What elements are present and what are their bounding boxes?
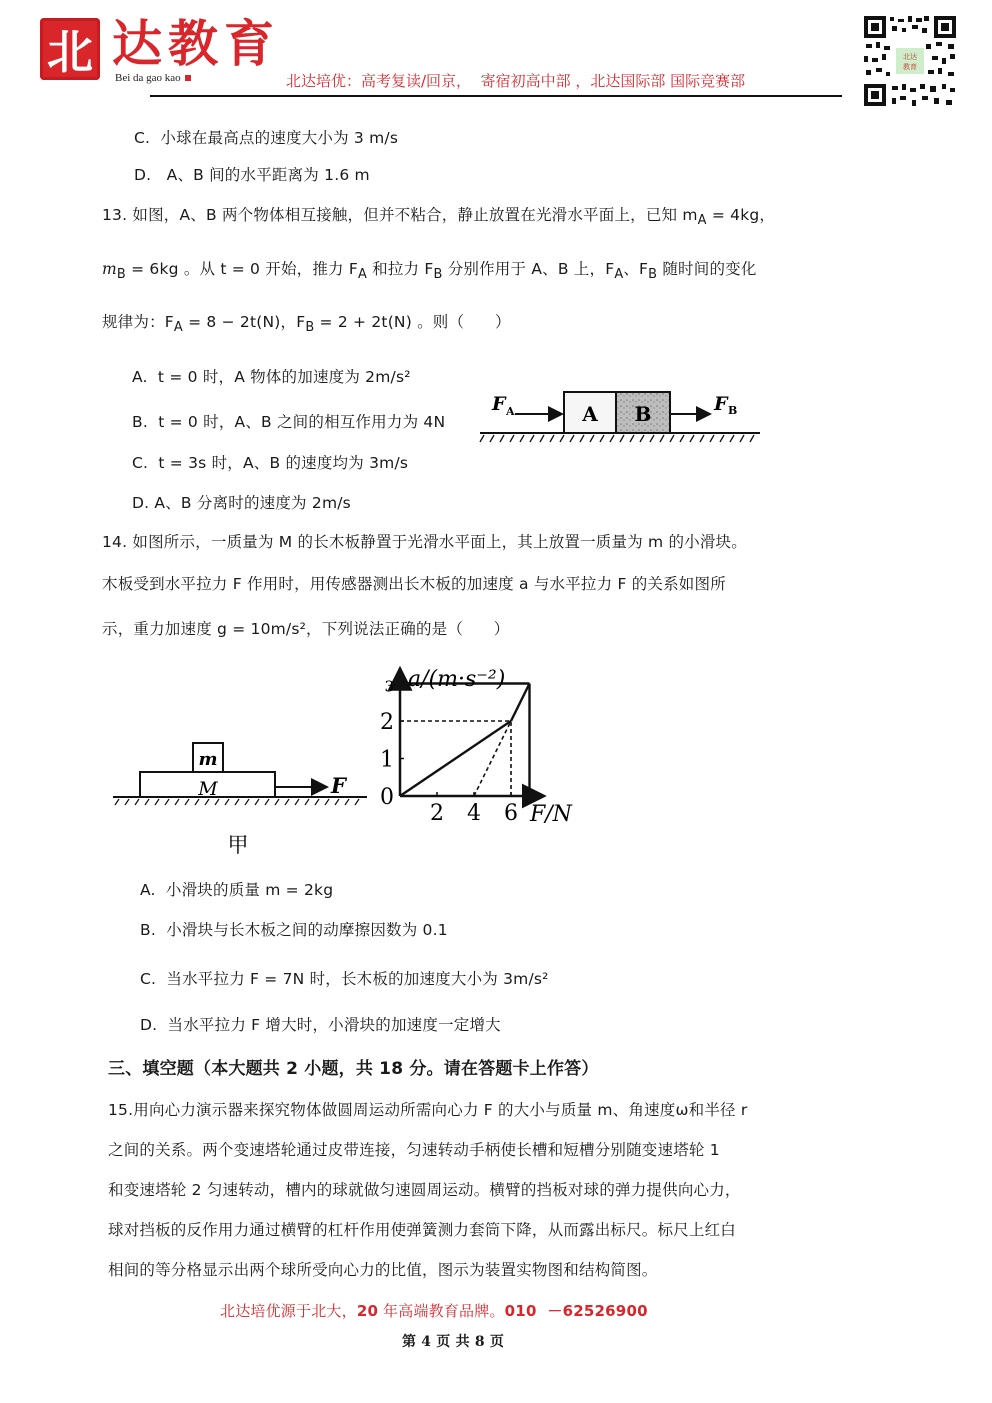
q13-option-c: C. t = 3s 时，A、B 的速度均为 3m/s (132, 454, 409, 472)
force-b-label: F (714, 393, 728, 415)
section-heading: 三、填空题（本大题共 2 小题，共 18 分。请在答题卡上作答） (108, 1059, 599, 1079)
q14-option-a: A. 小滑块的质量 m = 2kg (140, 881, 334, 899)
q15-line: 和变速塔轮 2 匀速转动，槽内的球就做匀速圆周运动。横臂的挡板对球的弹力提供向心力， (108, 1181, 741, 1199)
logo-char: 北 (47, 25, 93, 79)
force-a-sub: A (506, 405, 515, 418)
x-tick-label: 4 (467, 801, 481, 826)
q12-option-c: C. 小球在最高点的速度大小为 3 m/s (134, 129, 399, 147)
block-b-label: B (634, 402, 652, 426)
q14-stem-line3: 示，重力加速度 g = 10m/s²，下列说法正确的是（ ） (102, 620, 510, 638)
brand-pinyin (115, 72, 191, 84)
q14-stem-line1: 14. 如图所示，一质量为 M 的长木板静置于光滑水平面上，其上放置一质量为 m 的小滑块。 (102, 533, 747, 551)
board-label: M (198, 778, 218, 800)
q13-option-d: D. A、B 分离时的速度为 2m/s (132, 494, 351, 512)
brand-name: 达教育 (112, 14, 280, 73)
force-a-label: F (492, 393, 506, 415)
q14-stem-line2: 木板受到水平拉力 F 作用时，用传感器测出长木板的加速度 a 与水平拉力 F 的关系如图所 (102, 575, 726, 593)
q12-option-d: D. A、B 间的水平距离为 1.6 m (134, 166, 370, 184)
q13-blocks-diagram (470, 380, 770, 450)
y-axis-label: a/(m·s⁻²) (408, 667, 506, 692)
solid-segment-1 (400, 721, 511, 796)
y-tick-label: 2 (380, 710, 394, 735)
small-block-label: m (198, 749, 218, 770)
header-divider (150, 95, 842, 97)
qr-code-icon (862, 14, 958, 108)
qr-center-label: 北达 (903, 53, 917, 61)
q13-stem-line3: 规律为：$F_A = 8 - 2t(N)$，$F_B = 2 + 2t(N)$ 。则（ ） (102, 313, 511, 336)
q14-figure-jia (105, 735, 375, 865)
a-f-graph (360, 660, 600, 840)
brand-pinyin-text: Bei da gao kao (115, 72, 181, 84)
brand-dot-icon (185, 75, 191, 81)
origin-label: 0 (380, 785, 394, 810)
y-tick-label: 3 (384, 677, 394, 696)
q13-option-b: B. t = 0 时，A、B 之间的相互作用力为 4N (132, 413, 446, 431)
q13-option-a: A. t = 0 时，A 物体的加速度为 2m/s² (132, 368, 411, 386)
q13-stem-line2: $m_B = 6kg$ 。从 t = 0 开始，推力 $F_A$ 和拉力 $F_B$ 分别作用于 A、B 上，$F_A$、$F_B$ 随时间的变化 (102, 260, 757, 283)
q14-option-d: D. 当水平拉力 F 增大时，小滑块的加速度一定增大 (140, 1016, 501, 1034)
force-label: F (331, 773, 346, 798)
q13-stem-line1: 13. 如图，A、B 两个物体相互接触，但并不粘合，静止放置在光滑水平面上，已知 $m_A = 4kg$， (102, 206, 776, 229)
block-a-label: A (582, 402, 598, 426)
header-slogan: 北达培优：高考复读/回京， 寄宿初高中部 ，北达国际部 国际竞赛部 (286, 72, 746, 90)
svg-text:教育: 教育 (903, 63, 917, 71)
x-tick-label: 2 (430, 801, 444, 826)
solid-segment-2 (511, 684, 530, 722)
ground-hatch (115, 799, 359, 805)
footer-promo: 北达培优源于北大，20 年高端教育品牌。010 －62526900 (220, 1302, 648, 1320)
q15-line: 15.用向心力演示器来探究物体做圆周运动所需向心力 F 的大小与质量 m、角速度ω和半径 r (108, 1101, 748, 1119)
x-axis-label: F/N (530, 802, 572, 827)
figure-caption: 甲 (227, 833, 249, 857)
brand-logo-mark (40, 18, 100, 80)
y-tick-label: 1 (380, 747, 394, 773)
q15-line: 之间的关系。两个变速塔轮通过皮带连接，匀速转动手柄使长槽和短槽分别随变速塔轮 1 (108, 1141, 720, 1159)
force-b-sub: B (728, 404, 738, 417)
ground-hatch (480, 435, 754, 442)
q14-option-c: C. 当水平拉力 F = 7N 时，长木板的加速度大小为 3m/s² (140, 970, 549, 988)
page-number: 第 4 页 共 8 页 (402, 1334, 505, 1350)
q15-line: 球对挡板的反作用力通过横臂的杠杆作用使弹簧测力套筒下降，从而露出标尺。标尺上红白 (108, 1221, 737, 1239)
x-tick-label: 6 (504, 801, 518, 826)
q14-option-b: B. 小滑块与长木板之间的动摩擦因数为 0.1 (140, 921, 448, 939)
q15-line: 相间的等分格显示出两个球所受向心力的比值，图示为装置实物图和结构简图。 (108, 1261, 658, 1279)
